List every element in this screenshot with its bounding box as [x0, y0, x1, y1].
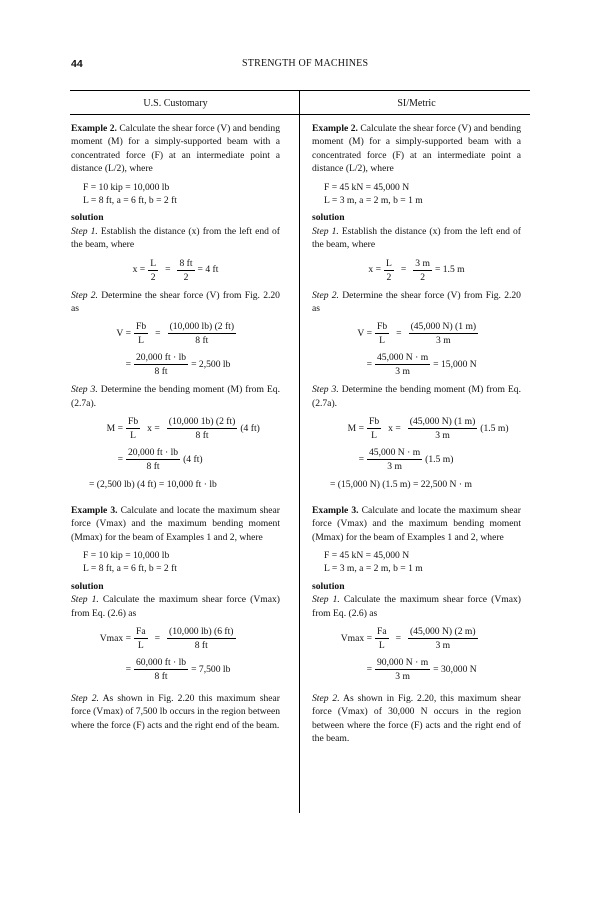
numerator: 20,000 ft · lb: [128, 447, 179, 459]
equals-sign: =: [154, 632, 161, 644]
numerator: (45,000 N) (1 m): [409, 416, 476, 428]
numerator: 45,000 N · m: [369, 447, 421, 459]
fraction: [375, 657, 430, 682]
given-line: L = 8 ft, a = 6 ft, b = 2 ft: [83, 195, 177, 207]
column-divider: [299, 91, 300, 813]
given-line: L = 8 ft, a = 6 ft, b = 2 ft: [83, 563, 177, 575]
example-text: Calculate and locate the maximum shear force (Vmax) and the maximum bending moment (Mmax) for the beam of Examples 1 and 2, where: [71, 504, 280, 543]
eq-lhs: x =: [368, 264, 381, 276]
fraction: [408, 626, 478, 651]
equals-sign: =: [125, 663, 131, 675]
denominator: 8 ft: [194, 639, 208, 651]
step-text: Calculate the maximum shear force (Vmax) from Eq. (2.6) as: [312, 594, 521, 619]
numerator: (10,000 lb) (2 ft): [169, 321, 235, 333]
solution-label: solution: [71, 212, 104, 224]
equation-v-cont: [334, 352, 521, 377]
equals-sign: =: [165, 264, 171, 276]
numerator: 8 ft: [179, 257, 193, 269]
equation-vmax-cont: [89, 657, 280, 682]
step-text: Establish the distance (x) from the left end of the beam, where: [312, 225, 521, 251]
eq-result: = 2,500 lb: [191, 359, 231, 371]
denominator: 2: [420, 271, 426, 283]
fraction: [167, 626, 235, 651]
fraction: [148, 258, 158, 283]
given-line: F = 45 kN = 45,000 N: [324, 549, 410, 561]
solution-label: solution: [312, 212, 345, 224]
given-values: [324, 549, 521, 576]
eq-term: (4 ft): [183, 454, 203, 466]
step-text: Determine the bending moment (M) from Eq. (2.7a).: [71, 384, 280, 409]
eq-lhs: Vmax =: [340, 632, 372, 644]
fraction: [126, 447, 180, 472]
fraction: [384, 258, 394, 283]
denominator: 2: [150, 271, 156, 283]
step-label: Step 1.: [312, 225, 339, 237]
table-top-rule: [70, 90, 530, 91]
denominator: 3 m: [435, 639, 451, 651]
equation-m: [326, 416, 521, 441]
eq-lhs: Vmax =: [99, 632, 131, 644]
denominator: 8 ft: [195, 335, 209, 347]
example-label: Example 2.: [312, 123, 358, 134]
denominator: 3 m: [395, 670, 410, 682]
example-2-paragraph: [71, 122, 280, 176]
step-label: Step 3.: [71, 384, 98, 396]
equation-m-cont: [326, 447, 521, 472]
equals-sign: =: [117, 454, 123, 466]
eq-lhs: M =: [347, 423, 364, 435]
column-heading-si: SI/Metric: [397, 98, 436, 109]
eq-lhs: M =: [106, 423, 123, 435]
equation-v: [93, 321, 280, 346]
equation-m-cont: [85, 447, 280, 472]
fraction: [367, 447, 422, 472]
fraction: [409, 321, 479, 346]
step-paragraph: [71, 289, 280, 316]
denominator: 3 m: [387, 461, 402, 473]
fraction: [134, 321, 148, 346]
equals-sign: =: [395, 632, 402, 644]
eq-result: = 30,000 N: [433, 663, 477, 675]
fraction: [375, 626, 389, 651]
given-line: L = 3 m, a = 2 m, b = 1 m: [324, 195, 423, 207]
numerator: (45,000 N) (2 m): [410, 625, 476, 637]
numerator: (45,000 N) (1 m): [410, 321, 477, 333]
fraction: [375, 352, 430, 377]
given-line: F = 45 kN = 45,000 N: [324, 181, 410, 193]
equation-m-result: [89, 478, 280, 491]
denominator: 8 ft: [154, 670, 168, 682]
numerator: (10,000 1b) (2 ft): [168, 416, 236, 428]
table-header-rule: [70, 114, 530, 115]
numerator: 3 m: [415, 257, 430, 269]
given-line: F = 10 kip = 10,000 lb: [83, 549, 170, 561]
solution-label: solution: [312, 580, 345, 592]
given-line: L = 3 m, a = 2 m, b = 1 m: [324, 563, 423, 575]
numerator: Fa: [136, 625, 146, 637]
numerator: L: [385, 257, 392, 269]
equation-m-result: [330, 478, 521, 491]
numerator: Fb: [136, 321, 147, 333]
fraction: [367, 416, 381, 441]
example-2-paragraph: [312, 122, 521, 176]
numerator: Fa: [377, 625, 387, 637]
example-text: Calculate and locate the maximum shear force (Vmax) and the maximum bending moment (Mmax) for the beam of Examples 1 and 2, where: [312, 504, 521, 543]
equals-sign: =: [125, 359, 131, 371]
fraction: [177, 258, 194, 283]
given-values: [324, 181, 521, 208]
numerator: 60,000 ft · lb: [136, 656, 187, 668]
eq-result: = (2,500 lb) (4 ft) = 10,000 ft · lb: [89, 479, 217, 491]
denominator: 2: [386, 271, 392, 283]
numerator: 20,000 ft · lb: [136, 352, 187, 364]
equation-v: [334, 321, 521, 346]
numerator: (10,000 lb) (6 ft): [169, 625, 234, 637]
eq-term: x =: [147, 423, 160, 435]
fraction: [126, 416, 140, 441]
equation-vmax: [330, 626, 521, 651]
equals-sign: =: [400, 264, 407, 276]
numerator: L: [150, 257, 157, 269]
step-label: Step 1.: [312, 594, 340, 606]
given-values: [83, 181, 280, 208]
step-paragraph: [71, 692, 280, 732]
equals-sign: =: [358, 454, 364, 466]
step-label: Step 2.: [71, 692, 99, 704]
denominator: L: [138, 335, 144, 347]
step-text: As shown in Fig. 2.20 this maximum shear force (Vmax) of 7,500 lb occurs in the region between where the force (F) acts and the right end of the beam.: [71, 692, 280, 731]
column-heading-us: U.S. Customary: [143, 98, 208, 109]
eq-term: (1.5 m): [425, 454, 454, 466]
equation-vmax-cont: [330, 657, 521, 682]
column-us-customary: [71, 122, 280, 732]
numerator: 45,000 N · m: [377, 352, 429, 364]
eq-result: = 15,000 N: [433, 359, 477, 371]
step-paragraph: [71, 225, 280, 252]
step-label: Step 3.: [312, 384, 339, 396]
denominator: 8 ft: [195, 430, 209, 442]
running-title: STRENGTH OF MACHINES: [242, 58, 369, 69]
eq-result: = (15,000 N) (1.5 m) = 22,500 N · m: [330, 479, 472, 491]
equals-sign: =: [366, 359, 372, 371]
solution-label: solution: [71, 580, 104, 592]
example-label: Example 2.: [71, 123, 117, 134]
fraction: [375, 321, 389, 346]
eq-result: = 1.5 m: [434, 264, 465, 276]
eq-term: (1.5 m): [480, 423, 509, 435]
step-paragraph: [312, 225, 521, 252]
eq-term: (4 ft): [240, 423, 260, 435]
fraction: [408, 416, 478, 441]
example-text: Calculate the shear force (V) and bending moment (M) for a simply-supported beam with a concentrated force (F) at an intermediate point a distance (L/2), where: [312, 123, 521, 175]
step-text: As shown in Fig. 2.20, this maximum shear force (Vmax) of 30,000 N occurs in the region between where the force (F) acts and the right end of the beam.: [312, 692, 521, 745]
numerator: Fb: [128, 416, 139, 428]
denominator: L: [137, 639, 144, 651]
example-text: Calculate the shear force (V) and bending moment (M) for a simply-supported beam with a concentrated force (F) at an intermediate point a distance (L/2), where: [71, 123, 280, 175]
equals-sign: =: [366, 663, 372, 675]
step-text: Determine the shear force (V) from Fig. 2.20 as: [71, 289, 280, 315]
equals-sign: =: [155, 328, 161, 340]
example-3-paragraph: [312, 504, 521, 544]
given-line: F = 10 kip = 10,000 lb: [83, 181, 170, 193]
step-text: Establish the distance (x) from the left end of the beam, where: [71, 225, 280, 251]
page-number: 44: [71, 58, 83, 70]
eq-lhs: x =: [132, 264, 146, 276]
step-paragraph: [312, 593, 521, 620]
eq-result: = 4 ft: [197, 264, 219, 276]
denominator: 8 ft: [146, 461, 160, 473]
denominator: 3 m: [436, 335, 451, 347]
step-label: Step 2.: [71, 289, 98, 301]
step-text: Calculate the maximum shear force (Vmax) from Eq. (2.6) as: [71, 594, 280, 619]
fraction: [413, 258, 432, 283]
step-paragraph: [312, 289, 521, 316]
eq-term: x =: [388, 423, 401, 435]
eq-lhs: V =: [357, 328, 372, 340]
numerator: Fb: [377, 321, 388, 333]
step-paragraph: [71, 383, 280, 410]
equals-sign: =: [396, 328, 402, 340]
fraction: [134, 626, 148, 651]
fraction: [134, 657, 188, 682]
denominator: 3 m: [435, 430, 450, 442]
denominator: 2: [183, 271, 189, 283]
eq-result: = 7,500 lb: [191, 663, 231, 675]
equation-x: [71, 258, 280, 283]
example-label: Example 3.: [71, 504, 118, 516]
denominator: L: [378, 639, 385, 651]
step-label: Step 1.: [71, 225, 98, 237]
equation-v-cont: [93, 352, 280, 377]
step-text: Determine the bending moment (M) from Eq. (2.7a).: [312, 384, 521, 409]
step-text: Determine the shear force (V) from Fig. 2.20 as: [312, 289, 521, 315]
step-label: Step 1.: [71, 594, 99, 606]
numerator: Fb: [369, 416, 380, 428]
step-paragraph: [71, 593, 280, 620]
example-3-paragraph: [71, 504, 280, 544]
fraction: [134, 352, 188, 377]
fraction: [168, 321, 236, 346]
step-label: Step 2.: [312, 692, 340, 704]
step-paragraph: [312, 383, 521, 410]
equation-x: [312, 258, 521, 283]
denominator: L: [371, 430, 377, 442]
equation-m: [85, 416, 280, 441]
given-values: [83, 549, 280, 576]
denominator: 8 ft: [154, 366, 168, 378]
equation-vmax: [89, 626, 280, 651]
column-si-metric: [312, 122, 521, 746]
numerator: 90,000 N · m: [377, 656, 429, 668]
eq-lhs: V =: [116, 328, 131, 340]
fraction: [167, 416, 238, 441]
step-paragraph: [312, 692, 521, 746]
denominator: 3 m: [395, 366, 410, 378]
example-label: Example 3.: [312, 504, 359, 516]
denominator: L: [130, 430, 136, 442]
step-label: Step 2.: [312, 289, 339, 301]
denominator: L: [379, 335, 385, 347]
